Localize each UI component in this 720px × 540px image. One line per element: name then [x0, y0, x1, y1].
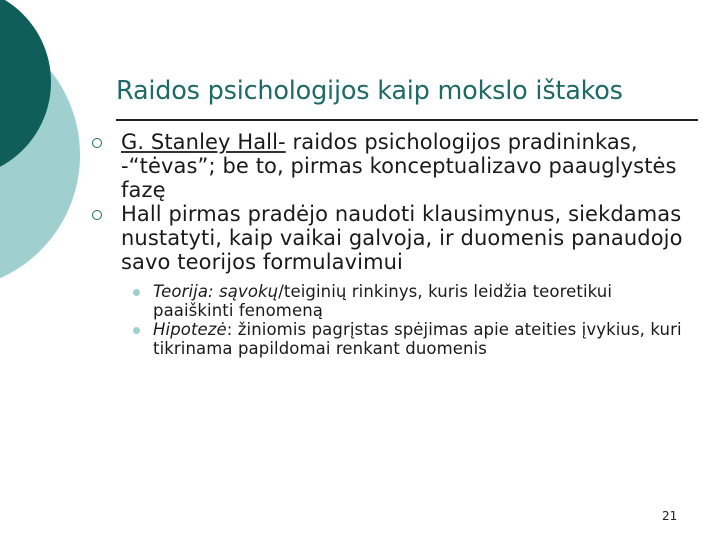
- page-number: 21: [662, 509, 678, 523]
- title-divider: [116, 119, 698, 121]
- bullet-text: raidos psichologijos pradininkas, -“tėvas”; be to, pirmas konceptualizavo paauglystės fazę: [121, 130, 677, 202]
- sub-bullet-item: [121, 320, 686, 358]
- bullet-text: Hall pirmas pradėjo naudoti klausimynus, siekdamas nustatyti, kaip vaikai galvoja, ir duomenis panaudojo savo teorijos formulavimui: [121, 202, 683, 274]
- sub-bullet-item: [121, 282, 686, 320]
- decorative-circles: [0, 0, 80, 300]
- dot-bullet-icon: [133, 327, 140, 334]
- hollow-bullet-icon: [92, 138, 102, 148]
- dot-bullet-icon: [133, 289, 140, 296]
- sub-bullet-text: /teiginių rinkinys, kuris leidžia teoretikui paaiškinti fenomeną: [153, 282, 613, 320]
- sub-bullet-text: : žiniomis pagrįstas spėjimas apie ateities įvykius, kuri tikrinama papildomai renkant duomenis: [153, 320, 682, 358]
- sub-bullet-term: Teorija: sąvokų: [153, 282, 279, 301]
- sub-bullet-list: [121, 282, 686, 358]
- bullet-list: [86, 130, 686, 358]
- bullet-item: [86, 202, 686, 358]
- slide-title: Raidos psichologijos kaip mokslo ištakos: [116, 76, 623, 106]
- hollow-bullet-icon: [92, 210, 102, 220]
- sub-bullet-term: Hipotezė: [153, 320, 227, 339]
- bullet-underlined-text: G. Stanley Hall-: [121, 130, 286, 154]
- bullet-item: [86, 130, 686, 202]
